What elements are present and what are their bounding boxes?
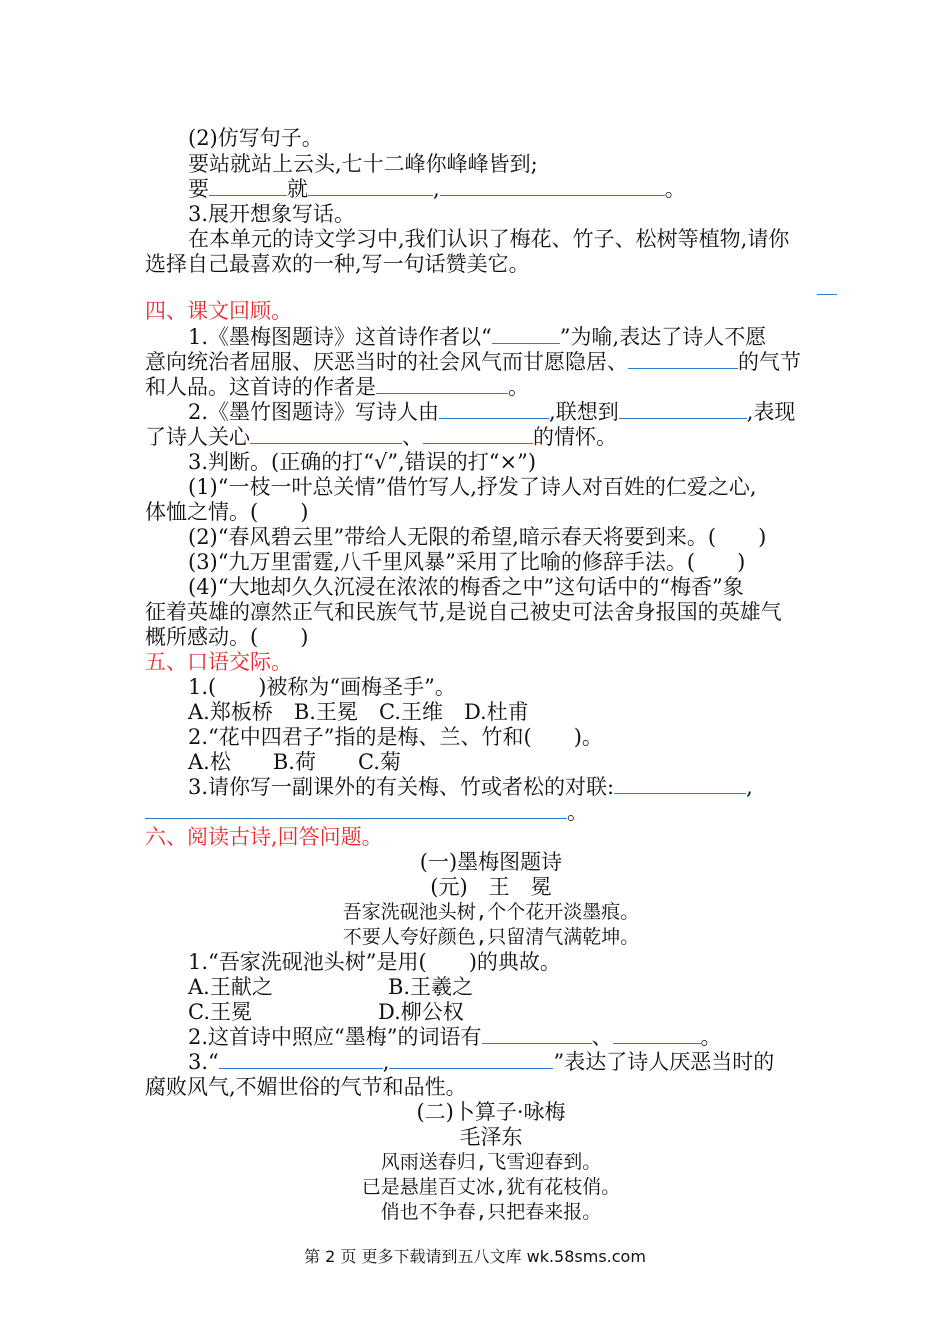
answer-blank[interactable] xyxy=(628,350,738,369)
answer-blank[interactable] xyxy=(423,425,533,444)
text: , xyxy=(433,177,440,201)
reading-q2 xyxy=(188,1025,722,1050)
section-6-title: 六、阅读古诗,回答问题。 xyxy=(145,825,383,849)
text: , xyxy=(382,1050,390,1074)
answer-blank[interactable] xyxy=(440,177,665,196)
answer-blank[interactable] xyxy=(389,1050,553,1069)
poem-2-line-1: 风雨送春归,飞雪迎春到。 xyxy=(380,1151,602,1173)
text: 、 xyxy=(591,1025,613,1049)
page-footer: 第 2 页 更多下载请到五八文库 wk.58sms.com xyxy=(304,1247,646,1266)
text: 的情怀。 xyxy=(533,425,617,449)
review-q2-line2 xyxy=(145,425,617,450)
answer-blank[interactable] xyxy=(619,400,747,419)
judge-4-line1: (4)“大地却久久沉浸在浓浓的梅香之中”这句话中的“梅香”象 xyxy=(188,575,744,599)
reading-q1-options-2 xyxy=(188,1000,464,1025)
text: 和人品。这首诗的作者是 xyxy=(145,375,376,399)
reading-q3-line2: 腐败风气,不媚世俗的气节和品性。 xyxy=(145,1075,467,1099)
review-q1-line3 xyxy=(145,375,529,400)
section-5-title: 五、口语交际。 xyxy=(145,650,292,674)
poem-2-author: 毛泽东 xyxy=(459,1125,523,1149)
review-q3-heading: 3.判断。(正确的打“√”,错误的打“×”) xyxy=(188,450,537,474)
answer-blank[interactable] xyxy=(250,425,402,444)
reading-q3-line1 xyxy=(188,1050,774,1075)
judge-1-line2: 体恤之情。( ) xyxy=(145,500,309,524)
text: 意向统治者屈服、厌恶当时的社会风气而甘愿隐居、 xyxy=(145,350,628,374)
imagine-prompt-1: 在本单元的诗文学习中,我们认识了梅花、竹子、松树等植物,请你 xyxy=(188,227,790,251)
judge-2: (2)“春风碧云里”带给人无限的希望,暗示春天将要到来。( ) xyxy=(188,525,767,549)
text: ,联想到 xyxy=(549,400,619,424)
oral-q2-options: A.松 B.荷 C.菊 xyxy=(188,750,401,774)
poem-1-author: (元) 王 冕 xyxy=(430,875,552,899)
text: 1.《墨梅图题诗》这首诗作者以“ xyxy=(188,325,492,349)
poem-1-line-1: 吾家洗砚池头树,个个花开淡墨痕。 xyxy=(342,901,640,923)
answer-blank[interactable] xyxy=(492,325,560,344)
text: 了诗人关心 xyxy=(145,425,250,449)
text: 。 xyxy=(567,800,588,824)
imitate-example: 要站就站上云头,七十二峰你峰峰皆到; xyxy=(188,152,538,176)
answer-blank[interactable] xyxy=(308,177,433,196)
text: 要 xyxy=(188,177,209,201)
answer-blank[interactable] xyxy=(482,1025,592,1044)
text: 。 xyxy=(700,1025,722,1049)
poem-2-line-2: 已是悬崖百丈冰,犹有花枝俏。 xyxy=(361,1176,621,1198)
answer-blank[interactable] xyxy=(439,400,549,419)
option: A.王献之 xyxy=(188,975,273,999)
reading-q1-options-1 xyxy=(188,975,473,1000)
review-q1-line1 xyxy=(188,325,766,350)
text: 。 xyxy=(664,177,686,201)
judge-3: (3)“九万里雷霆,八千里风暴”采用了比喻的修辞手法。( ) xyxy=(188,550,746,574)
item-imagine-heading: 3.展开想象写话。 xyxy=(188,202,356,226)
text: 就 xyxy=(287,177,308,201)
poem-1-line-2: 不要人夸好颜色,只留清气满乾坤。 xyxy=(342,926,640,948)
poem-2-title: (二)卜算子·咏梅 xyxy=(416,1100,566,1124)
poem-1-title: (一)墨梅图题诗 xyxy=(419,850,563,874)
option: C.王冕 xyxy=(188,1000,252,1024)
text: ”为喻,表达了诗人不愿 xyxy=(559,325,767,349)
text: 的气节 xyxy=(738,350,801,374)
oral-q3-line2 xyxy=(145,800,588,825)
judge-1-line1: (1)“一枝一叶总关情”借竹写人,抒发了诗人对百姓的仁爱之心, xyxy=(188,475,757,499)
oral-q1-options: A.郑板桥 B.王冕 C.王维 D.杜甫 xyxy=(188,700,529,724)
option: B.王羲之 xyxy=(388,975,474,999)
text: 2.这首诗中照应“墨梅”的词语有 xyxy=(188,1025,482,1049)
text: 3.“ xyxy=(188,1050,219,1074)
option: D.柳公权 xyxy=(378,1000,464,1024)
answer-blank[interactable] xyxy=(817,294,837,295)
review-q2-line1 xyxy=(188,400,795,425)
oral-q2: 2.“花中四君子”指的是梅、兰、竹和( )。 xyxy=(188,725,603,749)
text: 、 xyxy=(402,425,423,449)
text: ,表现 xyxy=(746,400,796,424)
item-imitate-heading: (2)仿写句子。 xyxy=(188,126,323,150)
poem-2-line-3: 俏也不争春,只把春来报。 xyxy=(380,1201,602,1223)
answer-blank[interactable] xyxy=(613,1025,701,1044)
text: 。 xyxy=(508,375,529,399)
answer-blank[interactable] xyxy=(209,177,287,196)
section-4-title: 四、课文回顾。 xyxy=(145,299,292,323)
imitate-answer-line xyxy=(188,177,686,202)
answer-blank[interactable] xyxy=(219,1050,383,1069)
text: ”表达了诗人厌恶当时的 xyxy=(553,1050,775,1074)
oral-q1: 1.( )被称为“画梅圣手”。 xyxy=(188,675,456,699)
judge-4-line2: 征着英雄的凛然正气和民族气节,是说自己被史可法舍身报国的英雄气 xyxy=(145,600,782,624)
judge-4-line3: 概所感动。( ) xyxy=(145,625,309,649)
answer-blank[interactable] xyxy=(145,800,567,819)
review-q1-line2 xyxy=(145,350,801,375)
text: , xyxy=(746,775,753,799)
imagine-prompt-2: 选择自己最喜欢的一种,写一句话赞美它。 xyxy=(145,252,530,276)
oral-q3-line1 xyxy=(188,775,753,800)
reading-q1: 1.“吾家洗砚池头树”是用( )的典故。 xyxy=(188,950,561,974)
answer-blank[interactable] xyxy=(376,375,508,394)
text: 3.请你写一副课外的有关梅、竹或者松的对联: xyxy=(188,775,615,799)
answer-blank[interactable] xyxy=(614,775,746,794)
text: 2.《墨竹图题诗》写诗人由 xyxy=(188,400,440,424)
